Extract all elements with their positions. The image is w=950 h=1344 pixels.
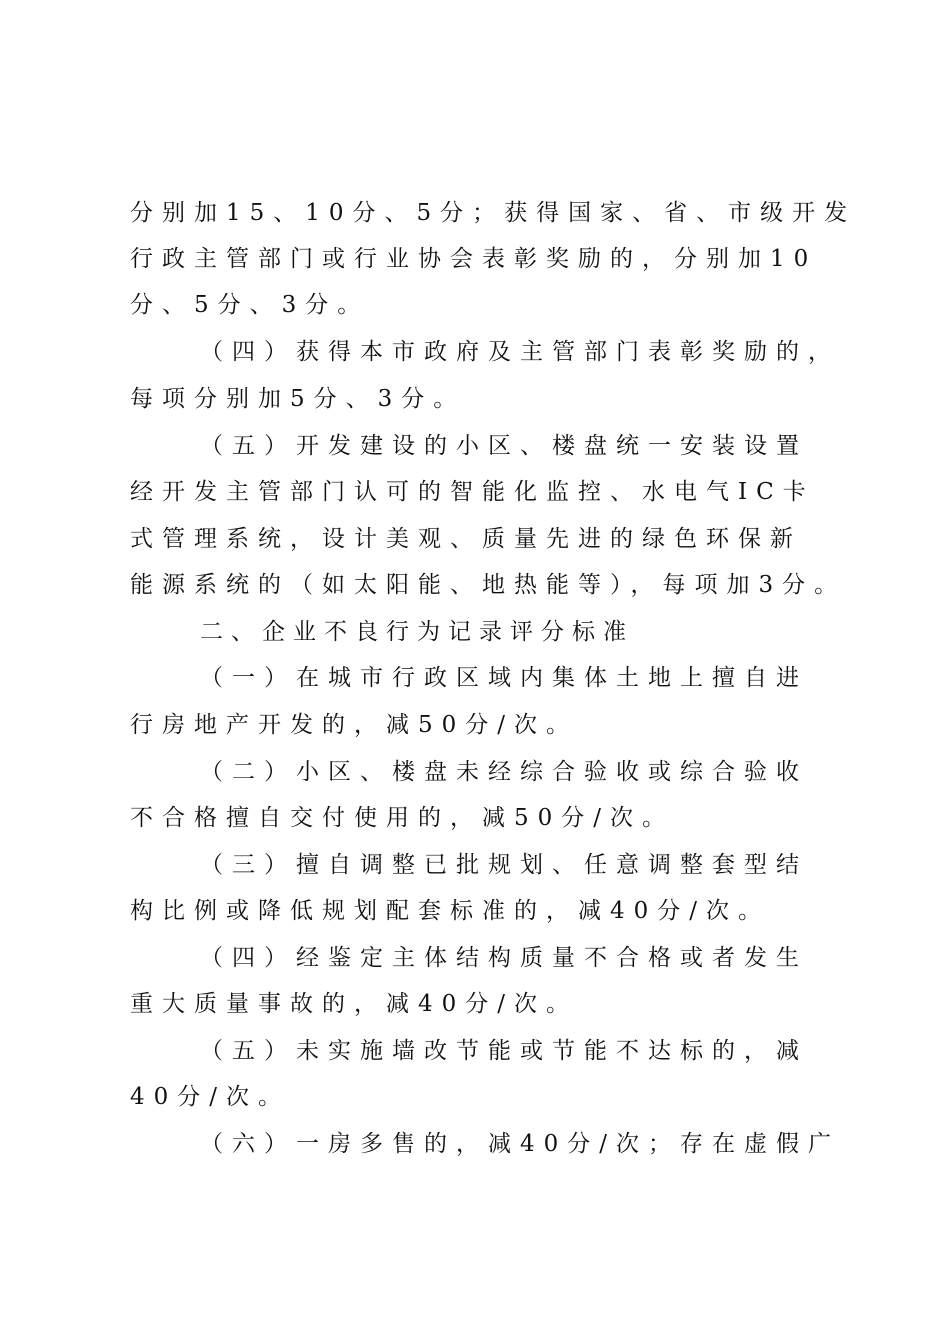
text-line-21: （六）一房多售的，减40分/次；存在虚假广: [200, 1131, 841, 1157]
section-heading: 二、企业不良行为记录评分标准: [200, 619, 634, 645]
text-line-18: 重大质量事故的，减40分/次。: [130, 991, 579, 1017]
text-line-4: （四）获得本市政府及主管部门表彰奖励的，: [200, 339, 840, 365]
text-line-11: （一）在城市行政区域内集体土地上擅自进: [200, 665, 808, 691]
text-line-1: 分别加15、10分、5分；获得国家、省、市级开发: [130, 200, 857, 226]
text-line-6: （五）开发建设的小区、楼盘统一安装设置: [200, 433, 808, 459]
text-line-7: 经开发主管部门认可的智能化监控、水电气IC卡: [130, 479, 815, 505]
text-line-8: 式管理系统，设计美观、质量先进的绿色环保新: [130, 526, 802, 552]
text-line-2: 行政主管部门或行业协会表彰奖励的，分别加10: [130, 246, 818, 272]
text-line-16: 构比例或降低规划配套标准的，减40分/次。: [130, 898, 771, 924]
text-line-9: 能源系统的（如太阳能、地热能等），每项加3分。: [130, 572, 847, 598]
text-line-3: 分、5分、3分。: [130, 292, 370, 318]
text-line-15: （三）擅自调整已批规划、任意调整套型结: [200, 852, 808, 878]
text-line-14: 不合格擅自交付使用的，减50分/次。: [130, 805, 675, 831]
text-line-13: （二）小区、楼盘未经综合验收或综合验收: [200, 759, 808, 785]
text-line-19: （五）未实施墙改节能或节能不达标的，减: [200, 1038, 808, 1064]
text-line-20: 40分/次。: [130, 1084, 291, 1110]
text-line-5: 每项分别加5分、3分。: [130, 386, 466, 412]
text-line-12: 行房地产开发的，减50分/次。: [130, 712, 579, 738]
text-line-17: （四）经鉴定主体结构质量不合格或者发生: [200, 945, 808, 971]
